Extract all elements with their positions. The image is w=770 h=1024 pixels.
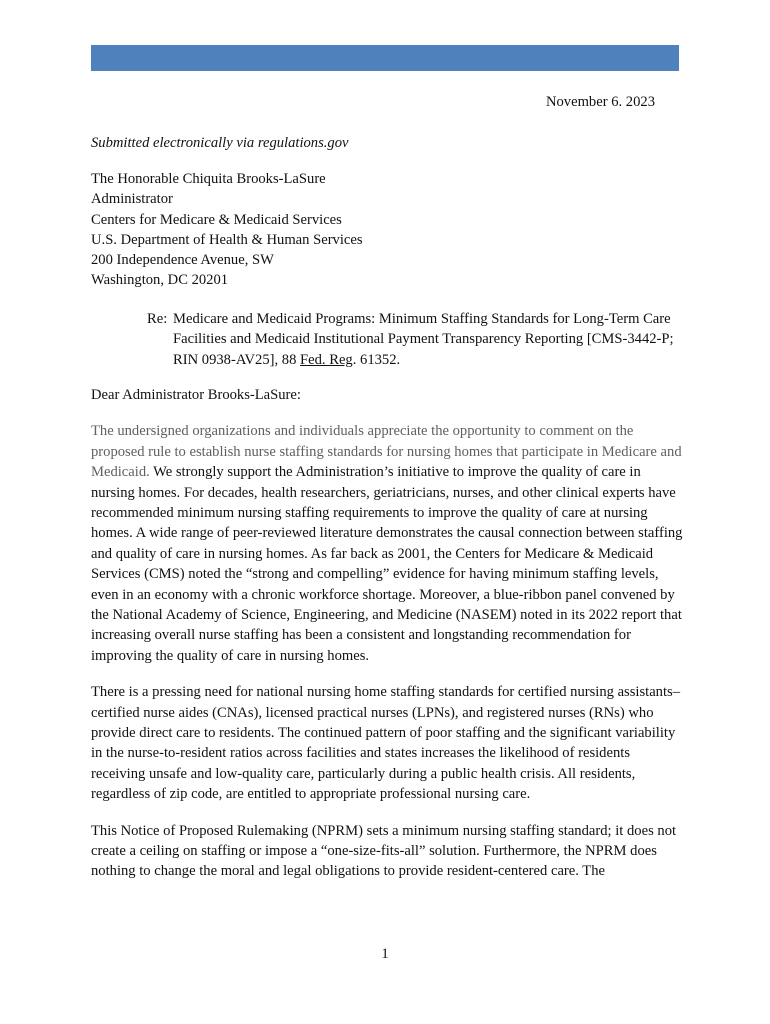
recipient-address — [91, 169, 683, 291]
address-line: 200 Independence Avenue, SW — [91, 252, 274, 269]
address-line: Washington, DC 20201 — [91, 272, 229, 289]
subject-label: Re: — [147, 310, 168, 327]
salutation: Dear Administrator Brooks-LaSure: — [91, 387, 301, 404]
page-number: 1 — [381, 946, 389, 962]
paragraph-1 — [91, 421, 683, 666]
fed-reg-citation: Fed. Reg — [300, 351, 353, 368]
address-line: Centers for Medicare & Medicaid Services — [91, 211, 342, 228]
address-line: Administrator — [91, 191, 173, 208]
paragraph-1-intro: The undersigned organizations and individuals appreciate the opportunity to comment on the proposed rule to establish nurse staffing standards for nursing homes that participate in Medicare and Medicaid. — [91, 423, 682, 481]
subject-line — [147, 309, 683, 371]
paragraph-3: This Notice of Proposed Rulemaking (NPRM) sets a minimum nursing staffing standard; it does not create a ceiling on staffing or impose a “one-size-fits-all” solution. Furthermore, the NPRM does nothing to change the moral and legal obligations to provide resident-centered care. The — [91, 822, 677, 880]
subject-text-main: Medicare and Medicaid Programs: Minimum Staffing Standards for Long-Term Care Facilities and Medicaid Institutional Payment Transparency Reporting [CMS-3442-P; RIN 0938-AV25], 88 — [173, 310, 674, 368]
header-bar — [91, 45, 679, 71]
letter-body — [91, 92, 683, 882]
letter-date: November 6. 2023 — [545, 94, 655, 110]
paragraph-1-body: We strongly support the Administration’s initiative to improve the quality of care in nursing homes. For decades, health researchers, geriatricians, nurses, and other clinical experts have recommended minimum nursing staffing requirements to improve the quality of care at nursing homes. A wide range of peer-reviewed literature demonstrates the causal connection between staffing and quality of care in nursing homes. As far back as 2001, the Centers for Medicare & Medicaid Services (CMS) noted the “strong and compelling” evidence for having minimum staffing levels, even in an economy with a chronic workforce shortage. Moreover, a blue-ribbon panel convened by the National Academy of Science, Engineering, and Medicine (NASEM) noted in its 2022 report that increasing overall nurse staffing has been a consistent and longstanding recommendation for improving the quality of care in nursing homes. — [91, 464, 683, 664]
subject-text — [173, 309, 683, 371]
submission-note: Submitted electronically via regulations.gov — [91, 135, 349, 151]
paragraph-2: There is a pressing need for national nursing home staffing standards for certified nursing assistants–certified nurse aides (CNAs), licensed practical nurses (LPNs), and registered nurses (RNs) who provide direct care to residents. The continued pattern of poor staffing and the significant variability in the nurse-to-resident ratios across facilities and states increases the likelihood of residents receiving unsafe and low-quality care, particularly during a public health crisis. All residents, regardless of zip code, are entitled to appropriate professional nursing care. — [91, 684, 681, 803]
subject-text-end: . 61352. — [352, 351, 401, 368]
address-line: U.S. Department of Health & Human Services — [91, 231, 363, 248]
address-line: The Honorable Chiquita Brooks-LaSure — [91, 171, 326, 187]
